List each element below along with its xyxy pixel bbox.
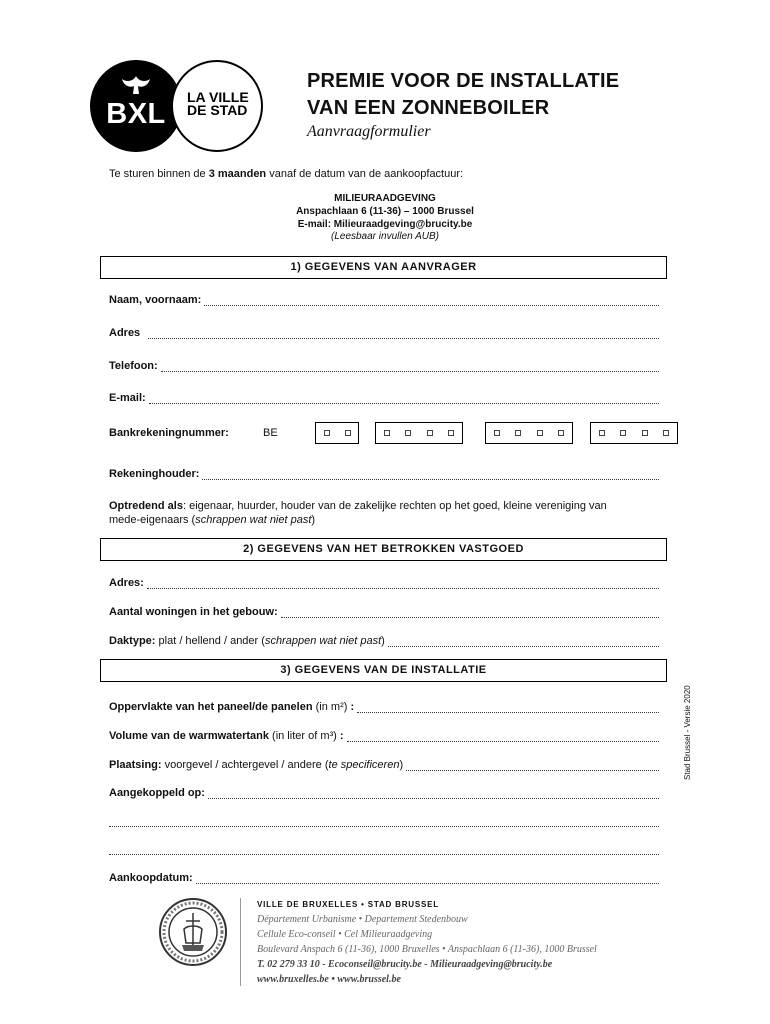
roof-type-label: Daktype: bbox=[109, 635, 156, 647]
housing-units-label: Aantal woningen in het gebouw: bbox=[109, 606, 278, 618]
panel-area-unit: (in m²) bbox=[312, 701, 351, 713]
purchase-date-label: Aankoopdatum: bbox=[109, 872, 193, 884]
page-title-line2: VAN EEN ZONNEBOILER bbox=[307, 97, 550, 119]
address-email: E-mail: Milieuraadgeving@brucity.be bbox=[297, 219, 473, 230]
phone-label: Telefoon: bbox=[109, 360, 158, 372]
email-dotted-line[interactable] bbox=[149, 393, 659, 404]
logo-bxl-text: BXL bbox=[106, 98, 166, 130]
roof-type-dotted-line[interactable] bbox=[388, 636, 659, 647]
city-seal-icon bbox=[158, 897, 228, 972]
roof-type-field[interactable] bbox=[109, 633, 659, 647]
bank-check-digits-box[interactable] bbox=[315, 422, 359, 444]
applicant-address-field[interactable] bbox=[109, 325, 659, 339]
address-note: (Leesbaar invullen AUB) bbox=[330, 231, 440, 242]
bank-account-label-row bbox=[109, 427, 229, 439]
connected-to-extra-line-1[interactable] bbox=[109, 813, 659, 827]
property-address-field[interactable] bbox=[109, 575, 659, 589]
intro-text bbox=[109, 168, 463, 180]
bank-digits-box-1[interactable] bbox=[375, 422, 463, 444]
page-title-line1: PREMIE VOOR DE INSTALLATIE bbox=[307, 70, 620, 92]
tank-volume-field[interactable] bbox=[109, 728, 659, 742]
panel-area-field[interactable] bbox=[109, 699, 659, 713]
account-holder-field[interactable] bbox=[109, 466, 659, 480]
tank-volume-unit: (in liter of m³) bbox=[268, 730, 340, 742]
logo-line2: DE STAD bbox=[187, 102, 248, 118]
account-holder-label: Rekeninghouder: bbox=[109, 468, 200, 480]
la-ville-de-stad-logo bbox=[171, 60, 263, 152]
placement-close: ) bbox=[399, 759, 404, 771]
connected-to-extra-line-2[interactable] bbox=[109, 841, 659, 855]
roof-type-strike-note: schrappen wat niet past bbox=[264, 635, 382, 647]
page-subtitle: Aanvraagformulier bbox=[307, 123, 431, 140]
logo-line1: LA VILLE bbox=[187, 89, 249, 105]
phone-dotted-line[interactable] bbox=[161, 361, 659, 372]
address-line1: MILIEURAADGEVING bbox=[334, 193, 436, 204]
footer-address: Boulevard Anspach 6 (11-36), 1000 Bruxelles • Anspachlaan 6 (11-36), 1000 Brussel bbox=[257, 944, 597, 955]
bank-digits-box-2[interactable] bbox=[485, 422, 573, 444]
property-address-label: Adres: bbox=[109, 577, 144, 589]
housing-units-dotted-line[interactable] bbox=[281, 607, 659, 618]
bank-label: Bankrekeningnummer: bbox=[109, 427, 229, 439]
purchase-date-field[interactable] bbox=[109, 870, 659, 884]
placement-label: Plaatsing: bbox=[109, 759, 162, 771]
panel-area-label: Oppervlakte van het paneel/de panelen bbox=[109, 701, 313, 713]
name-label: Naam, voornaam: bbox=[109, 294, 202, 306]
footer-contact: T. 02 279 33 10 - Ecoconseil@brucity.be - Milieuraadgeving@brucity.be bbox=[257, 959, 553, 970]
placement-dotted-line[interactable] bbox=[406, 760, 659, 771]
section-1-header: 1) GEGEVENS VAN AANVRAGER bbox=[100, 256, 667, 279]
acting-as-text bbox=[109, 499, 607, 527]
phone-field[interactable] bbox=[109, 358, 659, 372]
address-line2: Anspachlaan 6 (11-36) – 1000 Brussel bbox=[296, 206, 474, 217]
applicant-address-dotted-line[interactable] bbox=[148, 328, 659, 339]
bank-prefix: BE bbox=[263, 427, 278, 439]
tank-volume-label: Volume van de warmwatertank bbox=[109, 730, 269, 742]
intro-bold: 3 maanden bbox=[208, 168, 267, 180]
connected-to-dotted-line[interactable] bbox=[208, 788, 659, 799]
name-field[interactable] bbox=[109, 292, 659, 306]
purchase-date-dotted-line[interactable] bbox=[196, 873, 659, 884]
name-dotted-line[interactable] bbox=[204, 295, 659, 306]
applicant-address-label: Adres bbox=[109, 327, 141, 339]
panel-area-dotted-line[interactable] bbox=[357, 702, 659, 713]
acting-as-close: ) bbox=[311, 514, 316, 526]
footer-cell: Cellule Eco-conseil • Cel Milieuraadgeving bbox=[257, 929, 433, 940]
acting-as-label: Optredend als bbox=[109, 500, 183, 512]
connected-to-field[interactable] bbox=[109, 785, 659, 799]
roof-type-options: plat / hellend / ander ( bbox=[155, 635, 265, 647]
footer-heading: VILLE DE BRUXELLES • STAD BRUSSEL bbox=[257, 900, 439, 909]
footer-divider bbox=[240, 898, 241, 986]
section-2-header: 2) GEGEVENS VAN HET BETROKKEN VASTGOED bbox=[100, 538, 667, 561]
acting-as-options: : eigenaar, huurder, houder van de zakelijke rechten op het goed, kleine vereniging van bbox=[182, 500, 607, 512]
acting-as-options-2: mede-eigenaars ( bbox=[109, 514, 196, 526]
connected-to-label: Aangekoppeld op: bbox=[109, 787, 205, 799]
acting-as-strike-note: schrappen wat niet past bbox=[195, 514, 312, 526]
placement-field[interactable] bbox=[109, 757, 659, 771]
roof-type-close: ) bbox=[381, 635, 385, 647]
intro-before: Te sturen binnen de bbox=[109, 168, 209, 180]
email-field[interactable] bbox=[109, 390, 659, 404]
footer-department: Département Urbanisme • Departement Stedenbouw bbox=[257, 914, 468, 925]
property-address-dotted-line[interactable] bbox=[147, 578, 659, 589]
version-side-text: Stad Brussel - Versie 2020 bbox=[683, 685, 692, 780]
placement-specify-note: te specificeren bbox=[328, 759, 400, 771]
bxl-logo bbox=[90, 60, 182, 152]
extra-dotted-line-2[interactable] bbox=[109, 844, 659, 855]
section-3-header: 3) GEGEVENS VAN DE INSTALLATIE bbox=[100, 659, 667, 682]
panel-area-colon: : bbox=[350, 701, 355, 713]
placement-options: voorgevel / achtergevel / andere ( bbox=[161, 759, 329, 771]
email-label: E-mail: bbox=[109, 392, 146, 404]
footer-websites: www.bruxelles.be • www.brussel.be bbox=[257, 974, 401, 985]
bank-digits-box-3[interactable] bbox=[590, 422, 678, 444]
intro-after: vanaf de datum van de aankoopfactuur: bbox=[266, 168, 464, 180]
tank-volume-dotted-line[interactable] bbox=[347, 731, 659, 742]
housing-units-field[interactable] bbox=[109, 604, 659, 618]
tank-volume-colon: : bbox=[339, 730, 344, 742]
account-holder-dotted-line[interactable] bbox=[202, 469, 659, 480]
iris-icon bbox=[120, 74, 152, 96]
extra-dotted-line-1[interactable] bbox=[109, 816, 659, 827]
